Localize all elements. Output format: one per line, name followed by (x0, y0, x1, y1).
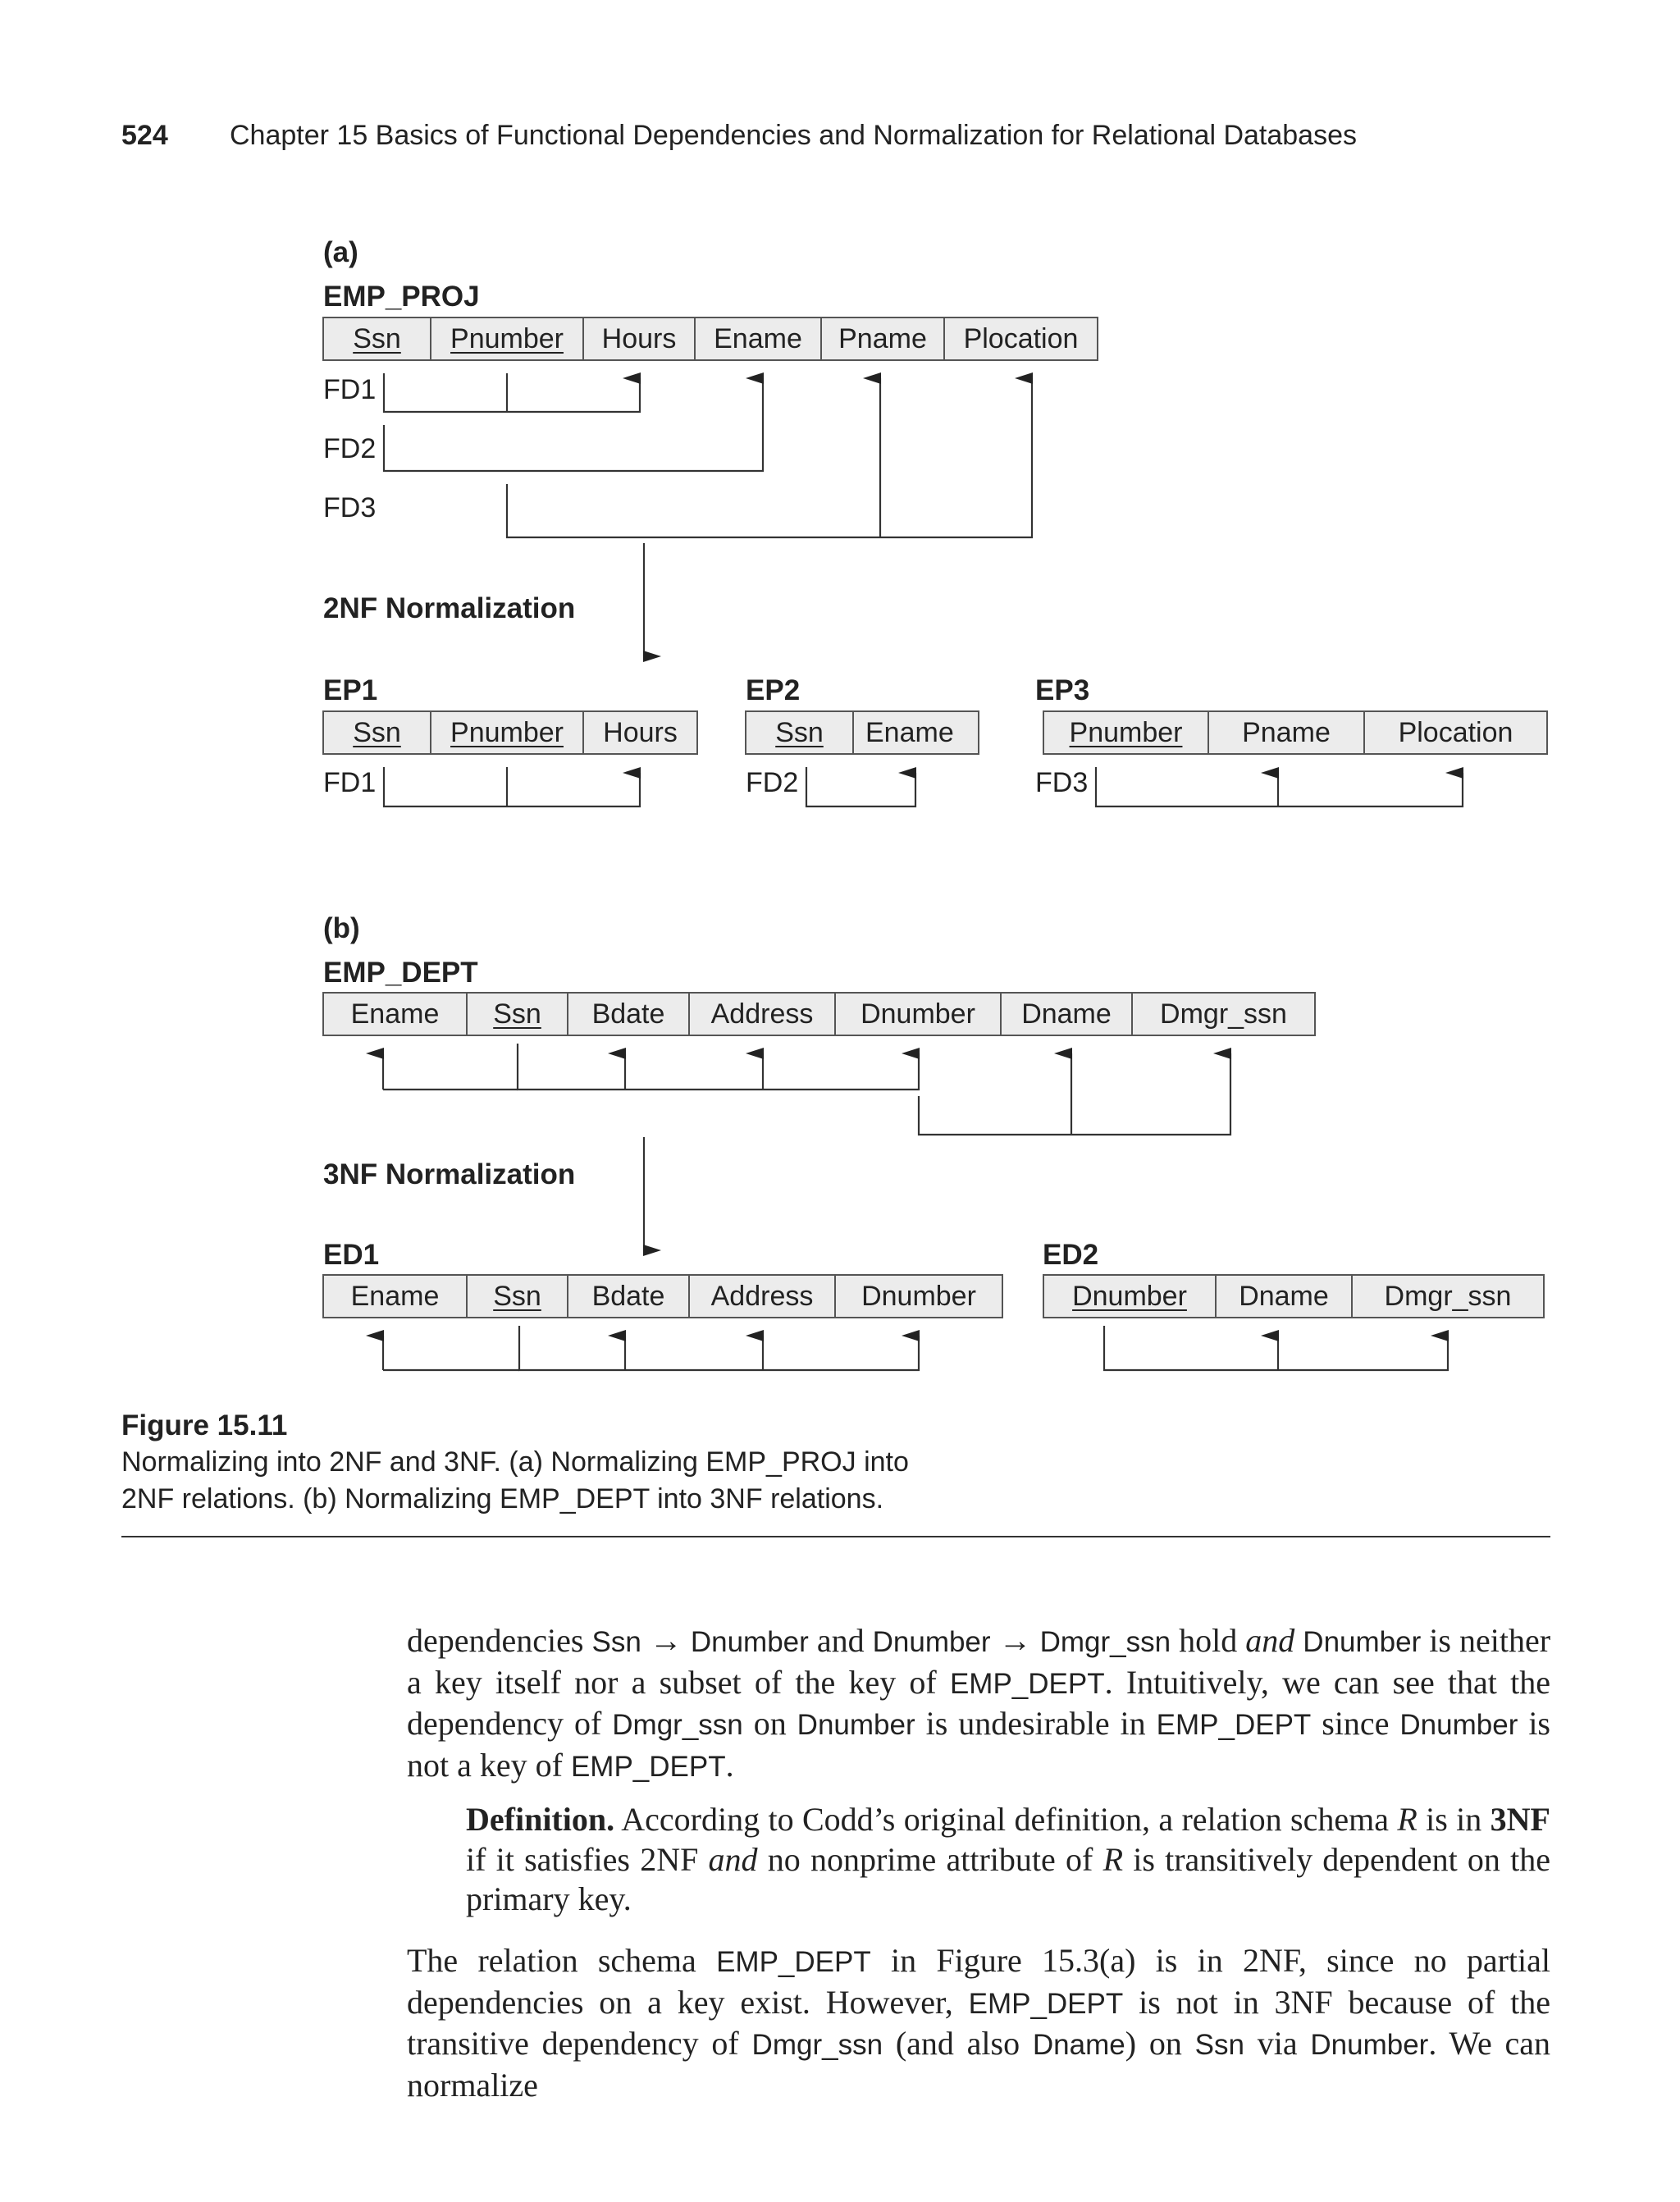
fd-label: FD3 (1035, 767, 1089, 798)
attr-cell: Hours (584, 318, 696, 359)
paragraph-1: dependencies Ssn → Dnumber and Dnumber → Dmgr_ssn hold and Dnumber is neither a key itself nor a subset of the key of EMP_DEPT. Intuitively, we can see that the dependency of Dmgr_ssn on Dnumber is undesirable in EMP_DEPT since Dnumber is not a key of EMP_DEPT. (407, 1622, 1551, 1784)
ep1-table (322, 710, 698, 755)
attr-cell: Ename (865, 716, 954, 748)
ed2-name: ED2 (1043, 1239, 1099, 1271)
attr-cell: Dmgr_ssn (1160, 998, 1287, 1030)
ed1-table (322, 1274, 1003, 1318)
attr-cell: Dname (1002, 994, 1133, 1035)
figure-caption-title: Figure 15.11 (121, 1409, 288, 1441)
fd-label: FD1 (323, 374, 377, 405)
attr-cell: Ename (324, 1276, 468, 1317)
paragraph-2: The relation schema EMP_DEPT in Figure 15.3(a) is in 2NF, since no partial dependencies on a key exist. However, EMP_DEPT is not in 3NF because of the transitive dependency of Dmgr_ssn (and also Dname) on Ssn via Dnumber. We can normalize (407, 1942, 1550, 2104)
caption-line: 2NF relations. (b) Normalizing EMP_DEPT into 3NF relations. (121, 1483, 884, 1514)
fd-label: FD2 (323, 433, 377, 464)
attr-cell: Dnumber (836, 994, 1002, 1035)
attr-cell: Pname (1209, 712, 1365, 753)
attr-cell: Ssn (324, 712, 431, 753)
ed1-name: ED1 (323, 1239, 380, 1271)
attr-cell: Ssn (324, 318, 431, 359)
attr-cell: Dnumber (1044, 1276, 1217, 1317)
attr-cell: Pname (822, 318, 945, 359)
attr-cell: Pnumber (1044, 712, 1209, 753)
part-a-label: (a) (323, 236, 358, 268)
attr-cell: Ename (696, 318, 822, 359)
2nf-step-label: 2NF Normalization (323, 592, 576, 624)
attr-cell: Pnumber (431, 318, 584, 359)
attr-cell: Ssn (468, 994, 568, 1035)
fd-label: FD2 (746, 767, 799, 798)
figure-rule (121, 1536, 1550, 1537)
attr-cell: Dname (1217, 1276, 1353, 1317)
ep3-fd3-line (1096, 767, 1463, 806)
page-number: 524 (121, 120, 168, 151)
emp-proj-table (322, 317, 1098, 361)
ed1-ssn-fd (519, 1326, 919, 1370)
emp-dept-name: EMP_DEPT (323, 957, 478, 989)
attr-cell: Pnumber (431, 712, 584, 753)
ep1-fd1-line (384, 767, 640, 806)
ep1-name: EP1 (323, 674, 378, 706)
ep2-table (745, 710, 979, 755)
ep2-name: EP2 (746, 674, 801, 706)
empdept-ssn-fd (518, 1044, 919, 1090)
attr-cell: Address (690, 994, 836, 1035)
definition-paragraph: Definition. According to Codd’s original definition, a relation schema R is in 3NF if it satisfies 2NF and no nonprime attribute of R is transitively dependent on the primary key. (466, 1801, 1550, 1917)
ep3-table (1043, 710, 1548, 755)
3nf-step-label: 3NF Normalization (323, 1158, 576, 1190)
ep3-name: EP3 (1035, 674, 1090, 706)
ed2-dnumber-fd (1104, 1326, 1448, 1370)
fd1-line (384, 373, 640, 412)
attr-cell: Dmgr_ssn (1384, 1280, 1512, 1312)
attr-cell: Bdate (568, 1276, 690, 1317)
attr-cell: Ssn (746, 712, 854, 753)
running-head: Chapter 15 Basics of Functional Dependencies and Normalization for Relational Databases (230, 120, 1357, 151)
figure-caption-text (121, 1444, 942, 1518)
caption-line: Normalizing into 2NF and 3NF. (a) Normalizing EMP_PROJ into (121, 1446, 909, 1478)
ed2-table (1043, 1274, 1545, 1318)
fd2-line (384, 378, 763, 471)
fd-label: FD3 (323, 492, 377, 523)
emp-proj-name: EMP_PROJ (323, 281, 480, 313)
attr-cell: Bdate (568, 994, 690, 1035)
part-b-label: (b) (323, 912, 360, 944)
ep2-fd2-line (806, 767, 915, 806)
attr-cell: Plocation (1398, 716, 1513, 748)
fd-label: FD1 (323, 767, 377, 798)
empdept-dnumber-fd (919, 1053, 1230, 1135)
attr-cell: Ename (324, 994, 468, 1035)
emp-dept-table (322, 992, 1316, 1036)
attr-cell: Hours (603, 716, 678, 748)
attr-cell: Address (690, 1276, 836, 1317)
attr-cell: Ssn (468, 1276, 568, 1317)
fd3-line (507, 378, 1032, 537)
attr-cell: Dnumber (861, 1280, 976, 1312)
attr-cell: Plocation (963, 322, 1079, 354)
